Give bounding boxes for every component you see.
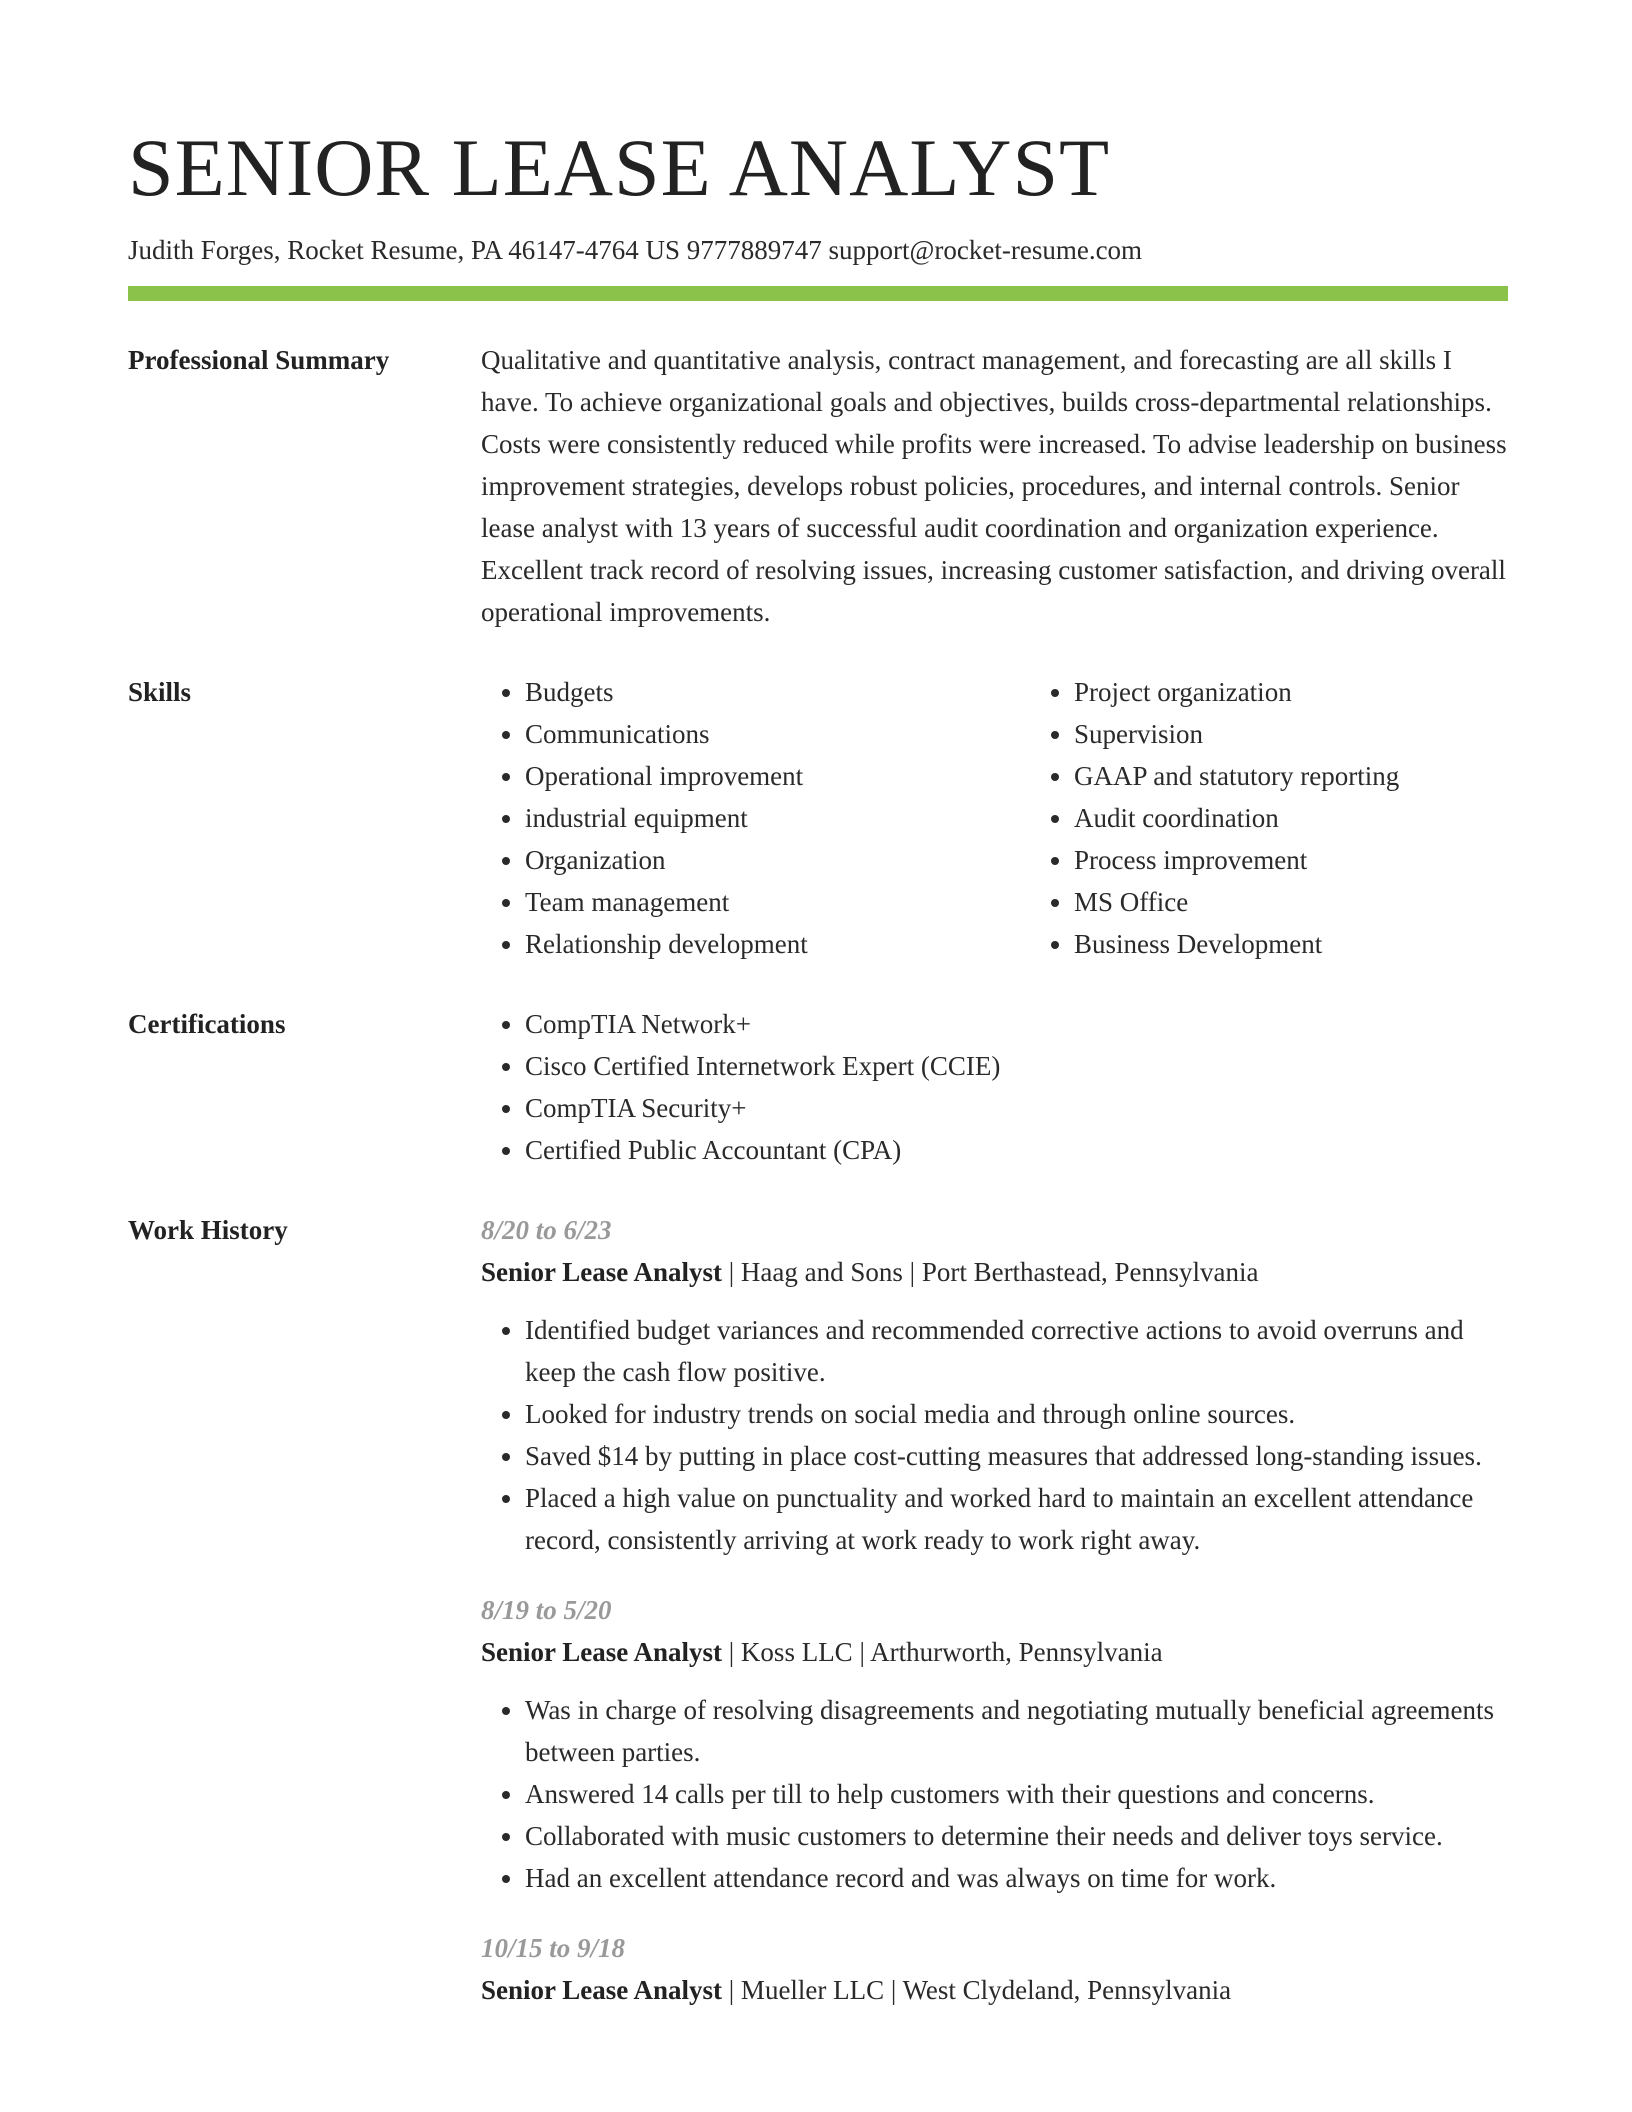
- certification-item: • CompTIA Security+: [525, 1087, 1508, 1129]
- job-dates: 8/20 to 6/23: [481, 1215, 612, 1245]
- job-entry: [481, 1209, 1508, 1561]
- certification-item: • CompTIA Network+: [525, 1003, 1508, 1045]
- skill-item: • Project organization: [1074, 671, 1579, 713]
- certifications-section: [128, 1003, 1508, 1171]
- skills-label: Skills: [128, 677, 192, 707]
- skills-column-2: [1030, 671, 1579, 965]
- skill-item: • Budgets: [525, 671, 1030, 713]
- job-bullet: • Collaborated with music customers to determine their needs and deliver toys service.: [525, 1815, 1508, 1857]
- skill-item: • Relationship development: [525, 923, 1030, 965]
- work-history-section: [128, 1209, 1508, 2027]
- contact-line: Judith Forges, Rocket Resume, PA 46147-4764 US 9777889747 support@rocket-resume.com: [128, 235, 1143, 265]
- skill-item: • Business Development: [1074, 923, 1579, 965]
- certifications-label: Certifications: [128, 1009, 286, 1039]
- job-bullet: • Had an excellent attendance record and was always on time for work.: [525, 1857, 1508, 1899]
- job-company: | Koss LLC | Arthurworth, Pennsylvania: [722, 1637, 1163, 1667]
- job-dates: 10/15 to 9/18: [481, 1933, 626, 1963]
- skill-item: • MS Office: [1074, 881, 1579, 923]
- job-heading: [481, 1969, 1508, 2011]
- summary-label: Professional Summary: [128, 345, 390, 375]
- job-bullet: • Looked for industry trends on social media and through online sources.: [525, 1393, 1508, 1435]
- skill-item: • Process improvement: [1074, 839, 1579, 881]
- job-title: Senior Lease Analyst: [481, 1257, 723, 1287]
- job-bullet: • Saved $14 by putting in place cost-cutting measures that addressed long-standing issues.: [525, 1435, 1508, 1477]
- job-heading: [481, 1251, 1508, 1293]
- skills-section: [128, 671, 1508, 965]
- skill-item: • Supervision: [1074, 713, 1579, 755]
- job-bullet: • Answered 14 calls per till to help customers with their questions and concerns.: [525, 1773, 1508, 1815]
- certification-item: • Cisco Certified Internetwork Expert (CCIE): [525, 1045, 1508, 1087]
- job-company: | Haag and Sons | Port Berthastead, Pennsylvania: [722, 1257, 1259, 1287]
- job-bullet: • Was in charge of resolving disagreements and negotiating mutually beneficial agreements between parties.: [525, 1689, 1508, 1773]
- skill-item: • Audit coordination: [1074, 797, 1579, 839]
- work-history-label: Work History: [128, 1215, 288, 1245]
- resume-title: SENIOR LEASE ANALYST: [128, 122, 1111, 213]
- certification-item: • Certified Public Accountant (CPA): [525, 1129, 1508, 1171]
- job-title: Senior Lease Analyst: [481, 1637, 723, 1667]
- job-bullets: [481, 1309, 1508, 1561]
- skill-item: • Communications: [525, 713, 1030, 755]
- job-company: | Mueller LLC | West Clydeland, Pennsylvania: [722, 1975, 1232, 2005]
- skill-item: • Operational improvement: [525, 755, 1030, 797]
- skill-item: • GAAP and statutory reporting: [1074, 755, 1579, 797]
- skill-item: • industrial equipment: [525, 797, 1030, 839]
- job-heading: [481, 1631, 1508, 1673]
- certifications-list: [481, 1003, 1508, 1171]
- job-bullet: • Identified budget variances and recommended corrective actions to avoid overruns and keep the cash flow positive.: [525, 1309, 1508, 1393]
- header-divider: [128, 286, 1508, 301]
- summary-section: [128, 339, 1508, 633]
- skill-item: • Team management: [525, 881, 1030, 923]
- job-bullets: [481, 1689, 1508, 1899]
- job-dates: 8/19 to 5/20: [481, 1595, 612, 1625]
- resume-page: [128, 120, 1508, 2027]
- job-title: Senior Lease Analyst: [481, 1975, 723, 2005]
- skills-column-1: [481, 671, 1030, 965]
- job-entry: [481, 1927, 1508, 2011]
- job-entry: [481, 1589, 1508, 1899]
- job-bullet: • Placed a high value on punctuality and worked hard to maintain an excellent attendance record, consistently arriving at work ready to work right away.: [525, 1477, 1508, 1561]
- summary-text: Qualitative and quantitative analysis, contract management, and forecasting are all skills I have. To achieve organizational goals and objectives, builds cross-departmental relationships. Costs were consistently reduced while profits were increased. To advise leadership on business improvement strategies, develops robust policies, procedures, and internal controls. Senior lease analyst with 13 years of successful audit coordination and organization experience. Excellent track record of resolving issues, increasing customer satisfaction, and driving overall operational improvements.: [481, 345, 1507, 627]
- skill-item: • Organization: [525, 839, 1030, 881]
